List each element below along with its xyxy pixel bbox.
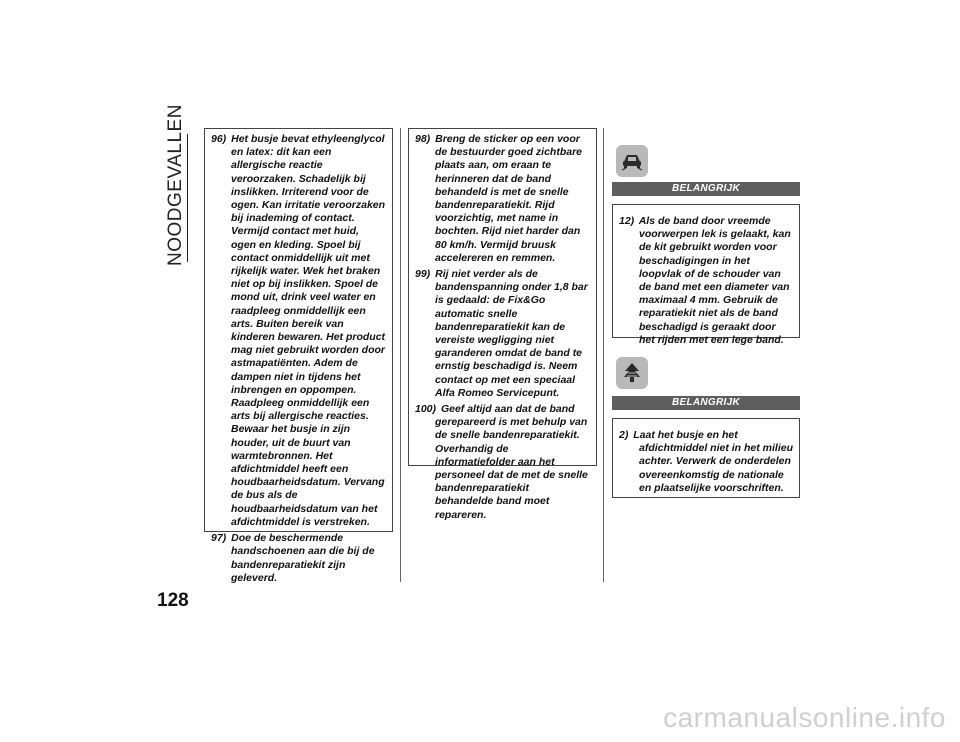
car-warning-icon <box>616 145 648 177</box>
notes-box-middle <box>408 128 597 521</box>
important-note-12: 12) Als de band door vreemde voorwerpen lek is gelaakt, kan de kit gebruikt worden voor beschadigingen in het loopvlak of de schouder van de band met een diameter van maximaal 4 mm. Gebruik de reparatiekit niet als de band beschadigd is geraakt door het rijden met een lege band. <box>619 215 791 346</box>
important-box-2 <box>612 418 800 498</box>
note-100: 100) Geef altijd aan dat de band gerepareerd is met behulp van de snelle bandenreparatiekit. Overhandig de informatiefolder aan het personeel dat de met de snelle bandenreparatiekit behandelde band moet repareren. <box>415 403 588 521</box>
note-96: 96) Het busje bevat ethyleenglycol en latex: dit kan een allergische reactie veroorzaken. Schadelijk bij inslikken. Irriterend voor de ogen. Kan irritatie veroorzaken bij inademing of contact. Vermijd contact met huid, ogen en kleding. Spoel bij contact onmiddellijk uit met rijkelijk water. Wek het braken niet op bij inslikken. Spoel de mond uit, drink veel water en raadpleeg onmiddellijk een arts. Buiten bereik van kinderen bewaren. Het product mag niet gebruikt worden door astmapatiënten. Adem de dampen niet in tijdens het inbrengen en oppompen. Raadpleeg onmiddellijk een arts bij allergische reacties. Bewaar het busje in zijn houder, uit de buurt van warmtebronnen. Het afdichtmiddel heeft een houdbaarheidsdatum. Vervang de bus als de houdbaarheidsdatum van het afdichtmiddel is verstreken. <box>211 133 386 528</box>
watermark: carmanualsonline.info <box>663 702 946 733</box>
note-98: 98) Breng de sticker op een voor de bestuurder goed zichtbare plaats aan, om eraan te herinneren dat de band behandeld is met de snelle bandenreparatiekit. Rijd voorzichtig, met name in bochten. Rijd niet harder dan 80 km/h. Vermijd bruusk accelereren en remmen. <box>415 133 583 264</box>
important-banner-1: BELANGRIJK <box>612 182 800 196</box>
column-divider-2 <box>603 128 604 582</box>
section-title: NOODGEVALLEN <box>165 104 186 266</box>
important-box-1 <box>612 204 800 346</box>
section-rule <box>187 134 188 262</box>
note-99: 99) Rij niet verder als de bandenspanning onder 1,8 bar is gedaald: de Fix&Go automatic snelle bandenreparatiekit kan de vereiste wegligging niet garanderen omdat de band te ernstig beschadigd is. Neem contact op met een speciaal Alfa Romeo Servicepunt. <box>415 268 588 399</box>
note-97: 97) Doe de beschermende handschoenen aan die bij de bandenreparatiekit zijn geleverd. <box>211 532 375 584</box>
column-divider-1 <box>400 128 401 582</box>
important-banner-2: BELANGRIJK <box>612 396 800 410</box>
tree-environment-icon <box>616 357 648 389</box>
notes-box-left <box>204 128 393 584</box>
page-number: 128 <box>157 590 189 611</box>
important-note-2: 2) Laat het busje en het afdichtmiddel niet in het milieu achter. Verwerk de onderdelen overeenkomstig de nationale en plaatselijke voorschriften. <box>619 429 794 494</box>
